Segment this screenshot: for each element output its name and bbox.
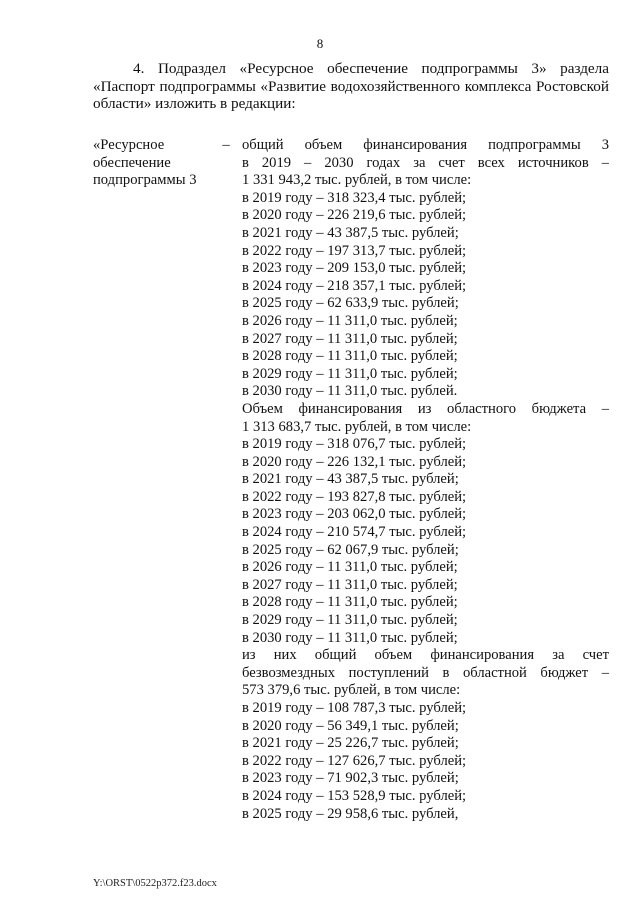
financing-line: в 2026 году – 11 311,0 тыс. рублей; xyxy=(242,559,458,576)
section-label xyxy=(93,137,228,190)
financing-line: 1 331 943,2 тыс. рублей, в том числе: xyxy=(242,172,472,189)
financing-line: в 2027 году – 11 311,0 тыс. рублей; xyxy=(242,330,458,347)
financing-line: в 2023 году – 71 902,3 тыс. рублей; xyxy=(242,770,459,787)
financing-line: в 2025 году – 62 633,9 тыс. рублей; xyxy=(242,295,459,312)
financing-line: в 2024 году – 210 574,7 тыс. рублей; xyxy=(242,524,467,541)
intro-line-3: области» изложить в редакции: xyxy=(93,95,296,113)
financing-line: в 2024 году – 153 528,9 тыс. рублей; xyxy=(242,787,467,804)
financing-line: в 2019 году – 108 787,3 тыс. рублей; xyxy=(242,700,467,716)
financing-line: в 2023 году – 209 153,0 тыс. рублей; xyxy=(242,260,467,277)
financing-line: в 2028 году – 11 311,0 тыс. рублей; xyxy=(242,594,458,611)
financing-line: 573 379,6 тыс. рублей, в том числе: xyxy=(242,682,461,699)
intro-line-2: «Паспорт подпрограммы «Развитие водохозяйственного комплекса Ростовской xyxy=(93,77,609,95)
label-dash: – xyxy=(222,137,230,153)
financing-line: в 2020 году – 226 132,1 тыс. рублей; xyxy=(242,453,467,470)
financing-line: в 2021 году – 43 387,5 тыс. рублей; xyxy=(242,471,459,488)
financing-line: в 2029 году – 11 311,0 тыс. рублей; xyxy=(242,365,458,382)
financing-line: в 2030 году – 11 311,0 тыс. рублей. xyxy=(242,383,458,400)
section-label-line: «Ресурсное xyxy=(93,137,165,153)
financing-details xyxy=(242,137,609,823)
section-label-line: подпрограммы 3 xyxy=(93,172,197,189)
financing-line: в 2019 – 2030 годах за счет всех источников – xyxy=(242,154,609,171)
financing-line: в 2019 году – 318 076,7 тыс. рублей; xyxy=(242,436,467,453)
financing-line: в 2020 году – 226 219,6 тыс. рублей; xyxy=(242,207,467,224)
financing-line: в 2021 году – 43 387,5 тыс. рублей; xyxy=(242,224,459,241)
financing-line: в 2024 году – 218 357,1 тыс. рублей; xyxy=(242,277,467,294)
intro-line-1: 4. Подраздел «Ресурсное обеспечение подпрограммы 3» раздела xyxy=(133,60,609,77)
financing-line: в 2027 году – 11 311,0 тыс. рублей; xyxy=(242,576,458,593)
financing-line: в 2023 году – 203 062,0 тыс. рублей; xyxy=(242,506,467,523)
financing-line: 1 313 683,7 тыс. рублей, в том числе: xyxy=(242,418,472,435)
financing-line: в 2029 году – 11 311,0 тыс. рублей; xyxy=(242,612,458,629)
financing-line: в 2022 году – 127 626,7 тыс. рублей; xyxy=(242,752,467,769)
page-number: 8 xyxy=(316,36,324,51)
file-path-footer: Y:\ORST\0522p372.f23.docx xyxy=(93,878,217,889)
financing-line: в 2021 году – 25 226,7 тыс. рублей; xyxy=(242,735,459,752)
financing-line: в 2020 году – 56 349,1 тыс. рублей; xyxy=(242,717,459,734)
section-label-line: обеспечение xyxy=(93,154,171,171)
financing-line: в 2028 году – 11 311,0 тыс. рублей; xyxy=(242,348,458,365)
financing-line: в 2022 году – 193 827,8 тыс. рублей; xyxy=(242,488,467,505)
financing-line: безвозмездных поступлений в областной бюджет – xyxy=(242,664,609,681)
financing-line: из них общий объем финансирования за счет xyxy=(242,647,609,664)
financing-line: в 2022 году – 197 313,7 тыс. рублей; xyxy=(242,242,467,259)
financing-line: общий объем финансирования подпрограммы 3 xyxy=(242,137,609,153)
financing-line: в 2025 году – 29 958,6 тыс. рублей, xyxy=(242,805,459,822)
financing-line: в 2030 году – 11 311,0 тыс. рублей; xyxy=(242,629,458,646)
financing-line: в 2026 году – 11 311,0 тыс. рублей; xyxy=(242,312,458,329)
financing-line: в 2025 году – 62 067,9 тыс. рублей; xyxy=(242,541,459,558)
financing-line: в 2019 году – 318 323,4 тыс. рублей; xyxy=(242,189,467,206)
intro-paragraph xyxy=(93,59,609,112)
financing-line: Объем финансирования из областного бюджета – xyxy=(242,400,609,417)
